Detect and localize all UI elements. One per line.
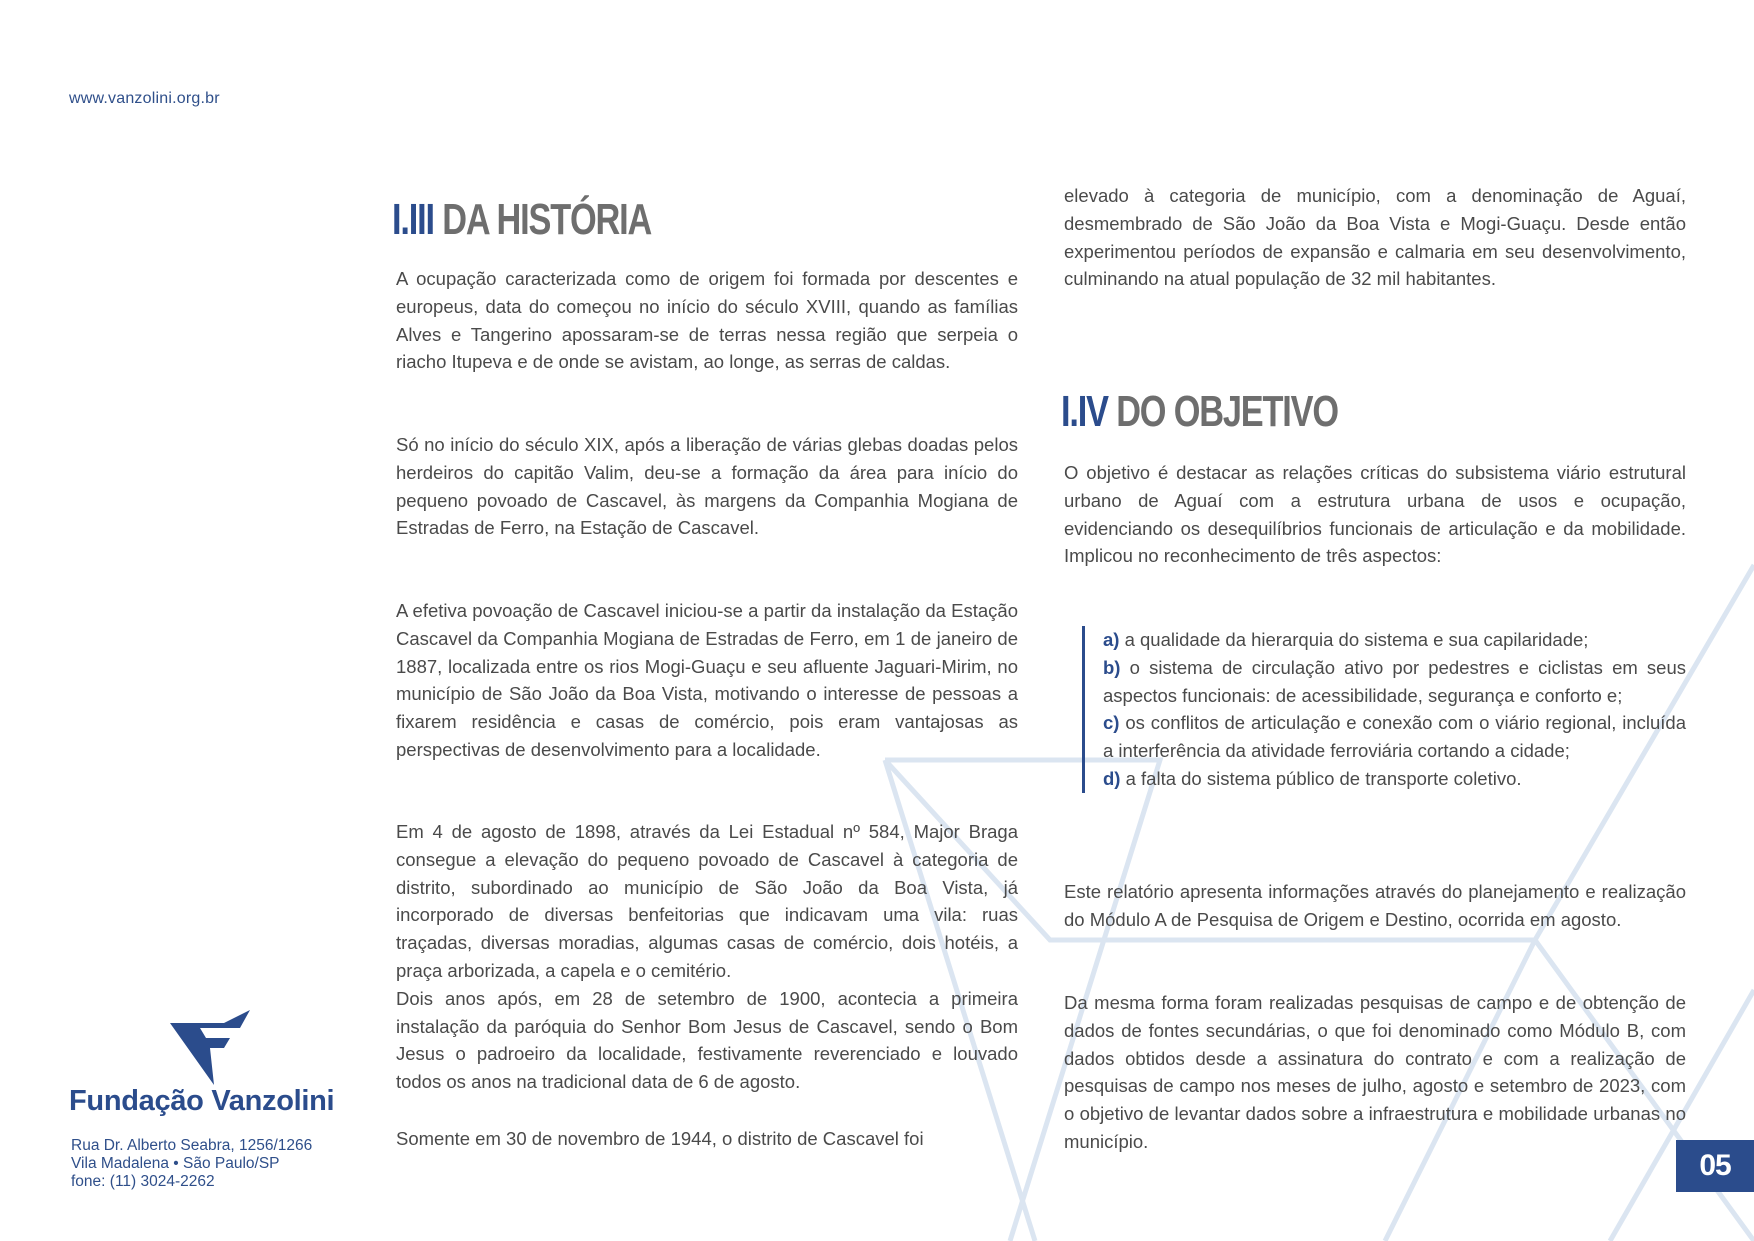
history-paragraph-continued: elevado à categoria de município, com a denominação de Aguaí, desmembrado de São João da Boa Vista e Mogi-Guaçu. Desde então experimentou períodos de expansão e calmaria em seu desenvolvimento, culminando na atual população de 32 mil habitantes. [1064, 185, 1686, 290]
list-item [1103, 654, 1686, 710]
list-item [1103, 626, 1686, 654]
website-url[interactable]: www.vanzolini.org.br [69, 90, 220, 107]
section-title: DO OBJETIVO [1116, 387, 1338, 436]
section-number: I.III [392, 195, 434, 244]
aspects-list [1082, 626, 1686, 793]
history-paragraph: Somente em 30 de novembro de 1944, o distrito de Cascavel foi [396, 1128, 924, 1149]
list-item-letter: a) [1103, 629, 1120, 650]
list-item-text: o sistema de circulação ativo por pedestres e ciclistas em seus aspectos funcionais: de acessibilidade, segurança e conforto e; [1103, 656, 1687, 706]
history-paragraph: Em 4 de agosto de 1898, através da Lei Estadual nº 584, Major Braga consegue a elevação do pequeno povoado de Cascavel à categoria de distrito, subordinado ao município de São João da Boa Vista, já incorporado de diversas benfeitorias que indicavam uma vila: ruas traçadas, diversas moradias, algumas casas de comércio, dois hotéis, a praça arborizada, a capela e o cemitério. [396, 821, 1018, 981]
list-item-text: a falta do sistema público de transporte coletivo. [1125, 767, 1522, 789]
address-line: Vila Madalena • São Paulo/SP [71, 1155, 280, 1172]
list-item-letter: d) [1103, 767, 1121, 789]
section-number: I.IV [1061, 387, 1108, 436]
list-item-letter: b) [1103, 656, 1121, 678]
objective-paragraph: Este relatório apresenta informações através do planejamento e realização do Módulo A de Pesquisa de Origem e Destino, ocorrida em agosto. [1064, 881, 1686, 930]
objective-paragraph: Da mesma forma foram realizadas pesquisas de campo e de obtenção de dados de fontes secundárias, o que foi denominado como Módulo B, com dados obtidos desde a assinatura do contrato e com a realização de pesquisas de campo nos meses de julho, agosto e setembro de 2023, com o objetivo de levantar dados sobre a infraestrutura e mobilidade urbanas no município. [1064, 992, 1686, 1152]
vanzolini-logo-icon [170, 1010, 250, 1085]
history-paragraph-group [396, 818, 1018, 1096]
list-item [1103, 709, 1686, 765]
contact-address [71, 1137, 312, 1191]
list-item [1103, 765, 1686, 793]
brand-name: Fundação Vanzolini [69, 1085, 335, 1117]
section-heading-history [392, 196, 651, 244]
address-line: Rua Dr. Alberto Seabra, 1256/1266 [71, 1137, 313, 1154]
history-paragraph: A ocupação caracterizada como de origem foi formada por descentes e europeus, data do começou no início do século XVIII, quando as famílias Alves e Tangerino apossaram-se de terras nessa região que serpeia o riacho Itupeva e de onde se avistam, ao longe, as serras de caldas. [396, 268, 1018, 373]
list-item-text: os conflitos de articulação e conexão com o viário regional, incluída a interferência da atividade ferroviária cortando a cidade; [1103, 712, 1687, 762]
section-heading-objective [1061, 388, 1338, 436]
page-number: 05 [1676, 1140, 1754, 1192]
objective-paragraph: O objetivo é destacar as relações críticas do subsistema viário estrutural urbano de Aguaí com a estrutura urbana de usos e ocupação, evidenciando os desequilíbrios funcionais de articulação e da mobilidade. Implicou no reconhecimento de três aspectos: [1064, 462, 1686, 567]
history-paragraph: Só no início do século XIX, após a liberação de várias glebas doadas pelos herdeiros do capitão Valim, deu-se a formação da área para início do pequeno povoado de Cascavel, às margens da Companhia Mogiana de Estradas de Ferro, na Estação de Cascavel. [396, 434, 1018, 539]
list-item-letter: c) [1103, 712, 1120, 734]
history-paragraph: A efetiva povoação de Cascavel iniciou-se a partir da instalação da Estação Cascavel da Companhia Mogiana de Estradas de Ferro, em 1 de janeiro de 1887, localizada entre os rios Mogi-Guaçu e seu afluente Jaguari-Mirim, no município de São João da Boa Vista, motivando o interesse de pessoas a fixarem residência e casas de comércio, pois eram vantajosas as perspectivas de desenvolvimento para a localidade. [396, 600, 1018, 760]
history-paragraph: Dois anos após, em 28 de setembro de 1900, acontecia a primeira instalação da paróquia do Senhor Bom Jesus de Cascavel, sendo o Bom Jesus o padroeiro da localidade, festivamente reverenciado e louvado todos os anos na tradicional data de 6 de agosto. [396, 987, 1018, 1093]
phone-number: fone: (11) 3024-2262 [71, 1173, 215, 1190]
list-item-text: a qualidade da hierarquia do sistema e sua capilaridade; [1124, 629, 1589, 650]
section-title: DA HISTÓRIA [442, 195, 652, 244]
